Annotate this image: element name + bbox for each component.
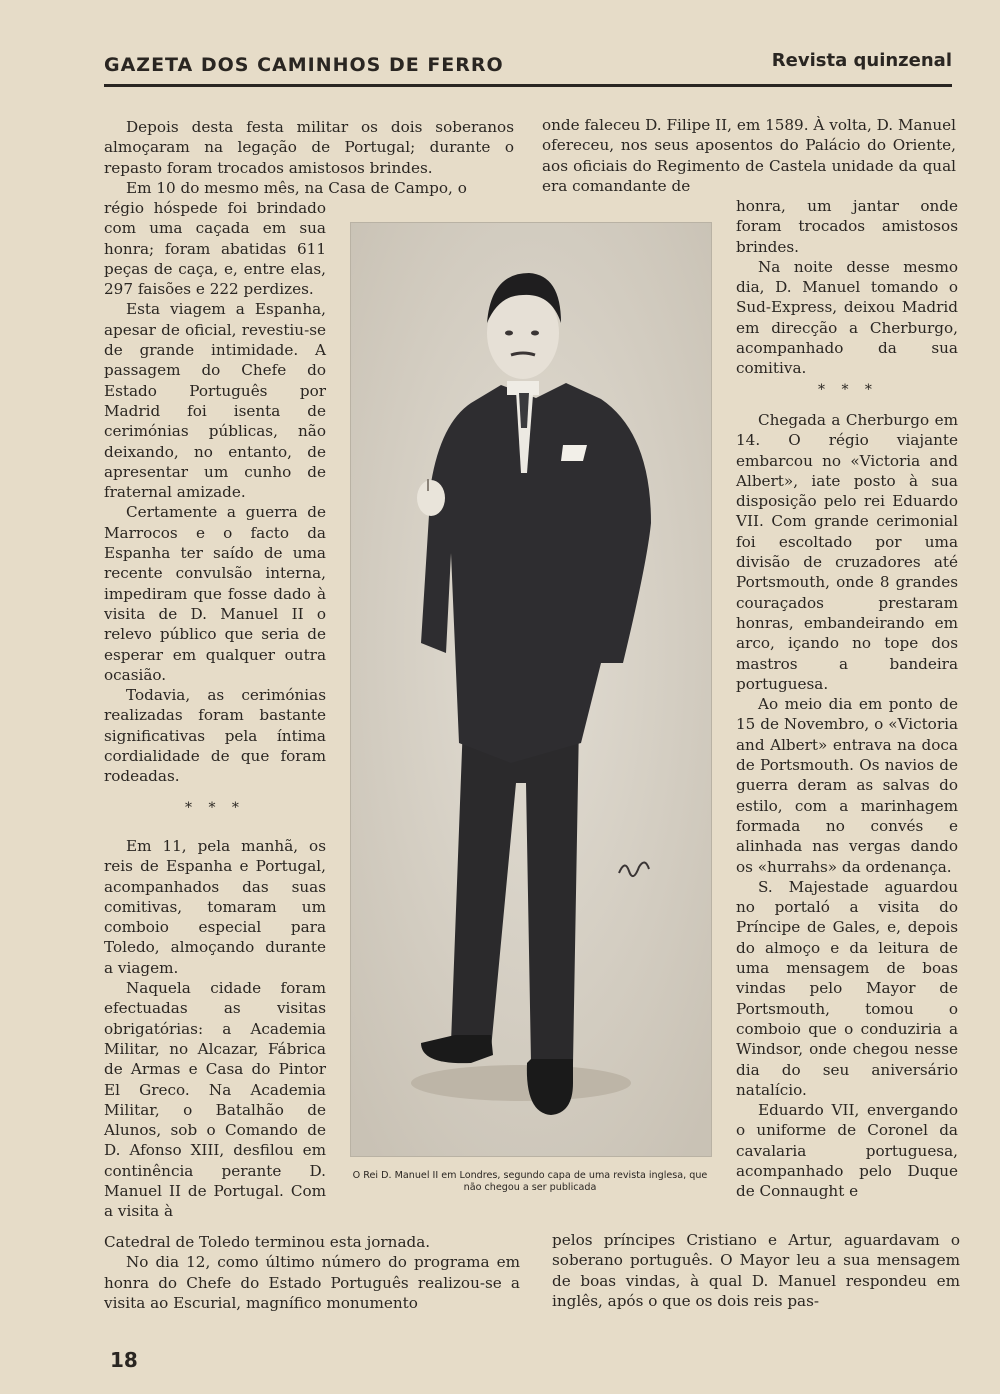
photo-caption: O Rei D. Manuel II em Londres, segundo capa de uma revista inglesa, que não chegou a ser publicada [352, 1170, 708, 1193]
paragraph: onde faleceu D. Filipe II, em 1589. À volta, D. Manuel ofereceu, nos seus aposentos do Palácio do Oriente, aos oficiais do Regimento de Castela unidade da qual era comandante de [542, 116, 956, 195]
paragraph: régio hóspede foi brindado com uma caçada em sua honra; foram abatidas 611 peças de caça, e, entre elas, 297 faisões e 222 perdizes. [104, 199, 326, 299]
portrait-illustration [351, 223, 711, 1156]
page-number: 18 [110, 1348, 138, 1372]
journal-subtitle: Revista quinzenal [771, 50, 952, 71]
paragraph: Todavia, as cerimónias realizadas foram bastante significativas pela íntima cordialidade de que foram rodeadas. [104, 686, 326, 786]
journal-title: GAZETA DOS CAMINHOS DE FERRO [104, 54, 504, 76]
paragraph: Eduardo VII, envergando o uniforme de Coronel da cavalaria portuguesa, acompanhado pelo Duque de Connaught e [736, 1101, 958, 1201]
paragraph: pelos príncipes Cristiano e Artur, aguardavam o soberano português. O Mayor leu a sua mensagem de boas vindas, à qual D. Manuel respondeu em inglês, após o que os dois reis pas- [552, 1231, 960, 1310]
paragraph: Ao meio dia em ponto de 15 de Novembro, o «Victoria and Albert» entrava na doca de Portsmouth. Os navios de guerra deram as salvas do estilo, com a marinhagem formada no convés e alinhada nas vergas dando os «hurrahs» da ordenança. [736, 695, 958, 876]
paragraph: Certamente a guerra de Marrocos e o facto da Espanha ter saído de uma recente convulsão interna, impediram que fosse dado à visita de D. Manuel II o relevo público que seria de esperar em qualquer outra ocasião. [104, 503, 326, 684]
paragraph: Em 10 do mesmo mês, na Casa de Campo, o [126, 178, 467, 197]
right-column-bottom [552, 1230, 960, 1311]
left-column-narrow [104, 198, 326, 787]
paragraph: honra, um jantar onde foram trocados amistosos brindes. [736, 197, 958, 256]
paragraph: Naquela cidade foram efectuadas as visitas obrigatórias: a Academia Militar, no Alcazar, Fábrica de Armas e Casa do Pintor El Greco. Na Academia Militar, o Batalhão de Alunos, sob o Comando de D. Afonso XIII, desfilou em continência perante D. Manuel II de Portugal. Com a visita à [104, 979, 326, 1221]
left-column-bottom [104, 1232, 520, 1313]
paragraph: Catedral de Toledo terminou esta jornada. [104, 1233, 431, 1251]
paragraph: Na noite desse mesmo dia, D. Manuel tomando o Sud-Express, deixou Madrid em direcção a Cherburgo, acompanhado da sua comitiva. [736, 257, 958, 378]
paragraph: Depois desta festa militar os dois soberanos almoçaram na legação de Portugal; durante o repasto foram trocados amistosos brindes. [104, 118, 514, 177]
paragraph: S. Majestade aguardou no portaló a visita do Príncipe de Gales, e, depois do almoço e da leitura de uma mensagem de boas vindas pelo Mayor de Portsmouth, tomou o comboio que o conduziria a Windsor, onde chegou nesse dia do seu aniversário natalício. [736, 877, 958, 1099]
section-divider: * * * [818, 382, 878, 398]
paragraph: Esta viagem a Espanha, apesar de oficial, revestiu-se de grande intimidade. A passagem do Chefe do Estado Português por Madrid foi isenta de cerimónias públicas, não deixando, no entanto, de apresentar um cunho de fraternal amizade. [104, 300, 326, 502]
left-column-top [104, 117, 514, 198]
portrait-photograph [350, 222, 712, 1157]
right-column-top [542, 115, 956, 196]
paragraph: Chegada a Cherburgo em 14. O régio viajante embarcou no «Victoria and Albert», iate posto à sua disposição pelo rei Eduardo VII. Com grande cerimonial foi escoltado por uma divisão de cruzadores até Portsmouth, onde 8 grandes couraçados prestaram honras, embandeirando em arco, içando no tope dos mastros a bandeira portuguesa. [736, 411, 958, 693]
paragraph: No dia 12, como último número do programa em honra do Chefe do Estado Português realizou-se a visita ao Escurial, magnífico monumento [104, 1253, 520, 1312]
page-header [104, 48, 952, 87]
right-column-narrow [736, 196, 958, 379]
paragraph: Em 11, pela manhã, os reis de Espanha e Portugal, acompanhados das suas comitivas, tomaram um comboio especial para Toledo, almoçando durante a viagem. [104, 837, 326, 977]
right-column-narrow-2 [736, 410, 958, 1202]
left-column-narrow-2 [104, 836, 326, 1222]
section-divider: * * * [185, 800, 245, 816]
